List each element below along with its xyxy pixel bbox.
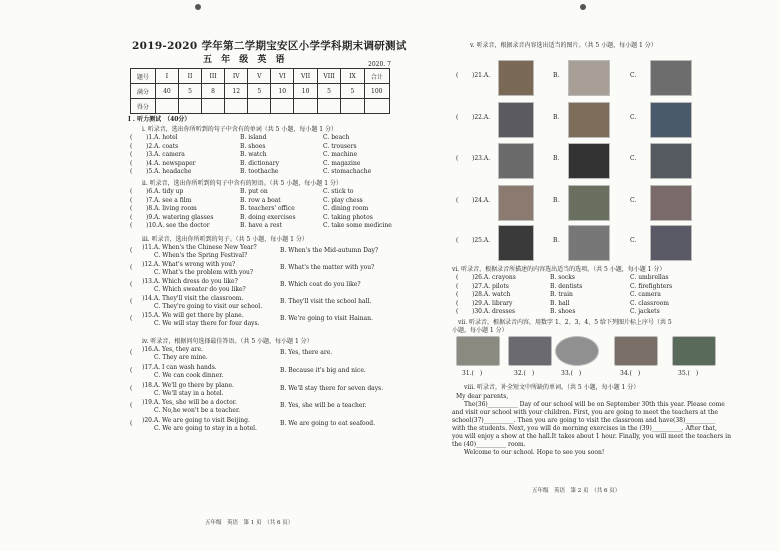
option-a: )13.A. Which dress do you like? [142,278,238,285]
option-c: C. firefighters [630,282,673,290]
score-header-cell: VII [294,69,317,84]
option-b: B. dentists [550,282,583,290]
option-b: B. shoes [240,142,266,150]
answer-bracket: ( [130,298,133,305]
score-label-cell: 得分 [131,99,156,114]
option-b: B. hall [550,299,570,307]
option-b: B. Which coat do you like? [280,281,361,288]
answer-bracket: ( [456,155,459,162]
answer-bracket: ( [130,142,133,150]
question-number: )24.A. [472,197,491,204]
option-a: )11.A. When's the Chinese New Year? [142,244,257,251]
part-instruction: i. 听录音，选出你所听到的句子中含有的单词（共 5 小题，每小题 1 分） [142,126,337,133]
score-cell[interactable] [271,99,294,114]
option-b: B. row a boat [240,196,281,204]
option-b: B. We'll stay there for seven days. [280,384,384,392]
option-b: B. teachers' office [240,205,295,213]
answer-bracket: ( [130,168,133,176]
option-c: C. stick to [323,188,354,195]
picture-c [650,143,692,179]
answer-bracket: ( [130,349,133,356]
option-c: C. beach [323,134,350,141]
option-a: )10.A. see the doctor [146,222,210,230]
answer-bracket: ( [456,114,459,121]
option-b: B. What's the matter with you? [280,264,375,271]
section-listening-heading: I . 听力测试 （40分） [128,116,191,123]
option-a: )27.A. pilots [472,282,509,290]
score-cell[interactable] [294,99,317,114]
option-b: B. watch [240,151,267,159]
score-header-cell: VI [271,69,294,84]
answer-bracket: ( [130,188,133,195]
score-cell[interactable] [179,99,202,114]
option-a: )6.A. tidy up [146,188,184,195]
option-a: )29.A. library [472,299,513,307]
option-a: )20.A. We are going to visit Beijing. [142,417,250,425]
picture-c [650,185,692,221]
option-a: )30.A. dresses [472,308,516,315]
option-b: B. socks [550,274,575,281]
answer-bracket: ( [130,222,133,230]
part6-instruction: vi. 听录音，根据录音所描述的内容选出适当的选项。（共 5 小题，每小题 1 分） [452,266,666,273]
score-cell[interactable] [225,99,248,114]
passage-line: Welcome to our school. Hope to see you soon! [464,449,605,456]
part5-instruction: v. 听录音，根据录音内容选出适当的图片。（共 5 小题，每小题 1 分） [470,42,657,49]
page-footer: 五年级 英语 第 2 页 （共 6 页） [532,488,621,494]
score-header-cell: 合计 [364,69,389,84]
picture-33 [555,336,599,366]
answer-bracket: ( [456,274,459,281]
score-header-cell: V [248,69,271,84]
option-a: )7.A. see a film [146,196,192,204]
full-marks-cell: 5 [341,84,364,99]
exam-subtitle: 五 年 级 英 语 [203,55,288,65]
score-cell[interactable] [201,99,224,114]
answer-bracket: ( [456,282,459,290]
answer-bracket: ( [130,213,133,221]
part8-instruction: viii. 听录音，补全短文中所缺的单词。（共 5 小题，每小题 1 分） [464,384,640,391]
answer-bracket: ( [456,299,459,307]
picture-c [650,60,692,96]
exam-title: 2019-2020 学年第二学期宝安区小学学科期末调研测试 [132,40,407,52]
score-header-row [131,69,390,84]
option-c: C. We can cook dinner. [154,371,224,379]
answer-bracket: ( [130,134,133,141]
option-a: )18.A. We'll go there by plane. [142,381,234,389]
option-b: B. [553,114,560,121]
picture-b [568,185,610,221]
page-footer: 五年级 英语 第 1 页 （共 6 页） [205,520,294,526]
question-number: )22.A. [472,114,491,121]
picture-34 [614,336,658,366]
full-marks-cell: 100 [364,84,389,99]
picture-b [568,102,610,138]
option-b: B. dictionary [240,159,279,167]
passage-line: My dear parents, [456,393,509,400]
answer-bracket: ( [130,151,133,159]
option-c: C. stomachache [323,168,372,176]
option-b: B. They'll visit the school hall. [280,298,372,305]
full-marks-cell: 5 [248,84,271,99]
answer-bracket: ( [130,384,133,392]
option-c: C. [630,72,637,79]
answer-bracket: ( [130,205,133,213]
option-a: )26.A. crayons [472,274,516,281]
option-b: B. Yes, there are. [280,349,333,356]
option-a: )14.A. They'll visit the classroom. [142,295,244,302]
score-header-cell: IV [225,69,248,84]
option-a: )16.A. Yes, they are. [142,346,203,353]
answer-bracket: ( [130,264,133,271]
picture-c [650,102,692,138]
answer-bracket: ( [130,420,133,428]
passage-line: you will enjoy a show at the hall.It takes about 1 hour. Finally, you will meet the teachers in [452,433,731,440]
answer-bracket: ( [456,237,459,244]
part-instruction: iii. 听录音，选出你所听到的句子。（共 5 小题，每小题 1 分） [142,236,308,243]
option-c: C. When's the Spring Festival? [154,252,248,259]
option-c: C. [630,155,637,162]
picture-label: 31.( ) [462,370,483,377]
picture-31 [456,336,500,366]
score-header-cell: I [155,69,178,84]
picture-32 [508,336,552,366]
answer-bracket: ( [130,315,133,322]
option-c: C. trousers [323,142,357,150]
score-cell[interactable] [364,99,389,114]
full-marks-cell: 5 [179,84,202,99]
picture-a [498,185,534,221]
picture-a [498,60,534,96]
answer-bracket: ( [456,308,459,315]
part7-instruction-cont: 小题，每小题 1 分） [452,327,508,334]
answer-bracket: ( [130,247,133,254]
option-a: )8.A. living room [146,205,197,213]
option-a: )2.A. coats [146,142,179,150]
picture-b [568,60,610,96]
question-number: )23.A. [472,155,491,162]
exam-date: 2020. 7 [368,61,391,68]
option-b: B. Yes, she will be a teacher. [280,402,367,410]
option-c: C. magazine [323,159,361,167]
option-b: B. train [550,291,573,298]
option-a: )1.A. hotel [146,134,178,141]
option-a: )4.A. newspaper [146,159,196,167]
answer-bracket: ( [130,366,133,374]
score-row [131,99,390,114]
option-b: B. island [240,134,267,141]
option-b: B. We are going to eat seafood. [280,420,376,428]
option-a: )3.A. camera [146,151,185,159]
picture-b [568,143,610,179]
full-marks-cell: 8 [201,84,224,99]
full-marks-cell: 40 [155,84,178,99]
option-c: C. jackets [630,308,660,315]
answer-bracket: ( [130,402,133,410]
full-marks-cell: 5 [317,84,341,99]
option-c: C. classroom [630,299,669,307]
option-b: B. put on [240,188,268,195]
option-c: C. dining room [323,205,369,213]
score-cell[interactable] [317,99,341,114]
page-2 [390,0,780,551]
passage-line: and visit our school with your children. First, you are going to meet the teachers at the [452,409,718,416]
option-b: B. toothache [240,168,279,176]
picture-label: 33.( ) [561,370,582,377]
option-c: C. We'll stay in a hotel. [154,389,224,397]
answer-bracket: ( [130,159,133,167]
score-cell[interactable] [155,99,178,114]
answer-bracket: ( [456,291,459,298]
score-cell[interactable] [248,99,271,114]
picture-35 [672,336,716,366]
score-header-cell: II [179,69,202,84]
option-a: )5.A. headache [146,168,192,176]
option-a: )17.A. I can wash hands. [142,363,217,371]
option-b: B. When's the Mid-autumn Day? [280,247,379,254]
option-a: )12.A. What's wrong with you? [142,261,236,268]
option-a: )28.A. watch [472,291,511,298]
option-b: B. doing exercises [240,213,296,221]
answer-bracket: ( [456,197,459,204]
picture-label: 32.( ) [514,370,535,377]
answer-bracket: ( [130,196,133,204]
question-number: )25.A. [472,237,491,244]
option-c: C. What's the problem with you? [154,269,254,276]
part7-instruction: vii. 听录音，根据录音内容，用数字 1、2、3、4、5 给下列图片标上序号（共 5 [458,319,672,326]
answer-bracket: ( [130,281,133,288]
option-c: C. [630,197,637,204]
option-c: C. camera [630,291,661,298]
option-c: C. We are going to stay in a hotel. [154,425,257,433]
part-instruction: iv. 听录音，根据问句选择最佳答语。（共 5 小题，每小题 1 分） [142,338,313,345]
option-b: B. We're going to visit Hainan. [280,315,373,322]
option-a: )9.A. watering glasses [146,213,214,221]
score-table [130,68,390,114]
option-c: C. taking photos [323,213,373,221]
score-header-cell: 题号 [131,69,156,84]
passage-line: with the students. Next, you will do morning exercises in the (39)__________. After that, [452,425,717,432]
picture-c [650,225,692,261]
score-header-cell: IX [341,69,364,84]
option-b: B. have a rest [240,222,282,230]
picture-label: 34.( ) [620,370,641,377]
full-marks-cell: 10 [271,84,294,99]
picture-a [498,143,534,179]
option-a: )15.A. We will get there by plane. [142,312,244,319]
option-a: )19.A. Yes, she will be a doctor. [142,399,237,407]
picture-label: 35.( ) [678,370,699,377]
option-b: B. [553,237,560,244]
full-marks-cell: 满分 [131,84,156,99]
option-c: C. Which sweater do you like? [154,286,246,293]
option-c: C. [630,114,637,121]
picture-a [498,102,534,138]
answer-bracket: ( [456,72,459,79]
option-c: C. They're going to visit our school. [154,303,263,310]
option-c: C. They are mine. [154,354,208,361]
full-marks-row [131,84,390,99]
score-header-cell: III [201,69,224,84]
option-c: C. machine [323,151,358,159]
option-c: C. [630,237,637,244]
option-c: C. We will stay there for four days. [154,320,260,327]
picture-b [568,225,610,261]
full-marks-cell: 12 [225,84,248,99]
score-header-cell: VIII [317,69,341,84]
picture-a [498,225,534,261]
passage-line: school(37)__________. Then you are going to visit the classroom and have(38)__________ [452,417,716,424]
question-number: )21.A. [472,72,491,79]
score-cell[interactable] [341,99,364,114]
option-c: C. take some medicine [323,222,392,230]
option-b: B. [553,72,560,79]
passage-line: the (40)__________ room. [452,441,526,448]
option-c: C. No,he won't be a teacher. [154,407,241,415]
full-marks-cell: 10 [294,84,317,99]
option-c: C. umbrellas [630,274,669,281]
option-b: B. Because it's big and nice. [280,366,366,374]
option-b: B. [553,155,560,162]
passage-line: The(36)__________ Day of our school will be on September 30th this year. Please come [464,401,725,408]
option-c: C. play chess [323,196,363,204]
option-b: B. shoes [550,308,576,315]
part-instruction: ii. 听录音，选出你所听到的句子中含有的短语。（共 5 小题，每小题 1 分） [142,180,342,187]
option-b: B. [553,197,560,204]
